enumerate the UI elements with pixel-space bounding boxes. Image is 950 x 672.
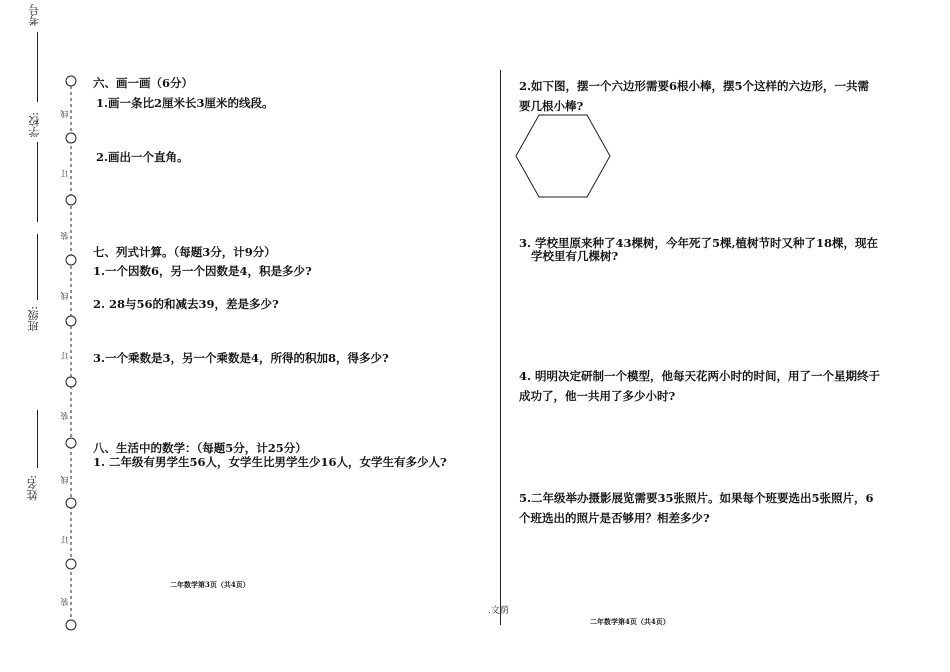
page-divider bbox=[500, 70, 501, 625]
question-2-line-2: 要几根小棒? bbox=[519, 99, 584, 113]
page-4-footer: 二年数学第4页（共4页） bbox=[590, 617, 670, 626]
name-blank bbox=[37, 410, 38, 468]
section-7-question-1: 1.一个因数6，另一个因数是4，积是多少? bbox=[93, 264, 312, 278]
binding-hole bbox=[66, 76, 76, 86]
binding-mark: 线 bbox=[60, 110, 69, 118]
binding-hole bbox=[66, 377, 76, 387]
name-label: 姓名: bbox=[26, 475, 39, 501]
binding-hole bbox=[66, 255, 76, 265]
binding-hole bbox=[66, 195, 76, 205]
question-4-line-1: 4. 明明决定研制一个模型，他每天花两小时的时间，用了一个星期终于 bbox=[519, 369, 881, 383]
class-label: 班级: bbox=[27, 306, 40, 332]
binding-mark: 订 bbox=[60, 352, 69, 360]
binding-mark: 线 bbox=[60, 476, 69, 484]
binding-mark: 订 bbox=[60, 536, 69, 544]
binding-hole bbox=[66, 620, 76, 630]
page-3-footer: 二年数学第3页（共4页） bbox=[170, 580, 250, 589]
section-7-title: 七、列式计算。（每题3分，计9分） bbox=[93, 245, 276, 259]
binding-hole bbox=[66, 133, 76, 143]
section-7-question-3: 3.一个乘数是3，另一个乘数是4，所得的积加8，得多少? bbox=[93, 351, 389, 365]
class-blank bbox=[37, 234, 38, 300]
question-3-line-1: 3. 学校里原来种了43棵树，今年死了5棵,植树节时又种了18棵，现在 bbox=[519, 236, 879, 250]
section-7-question-2: 2. 28与56的和减去39，差是多少? bbox=[93, 297, 279, 311]
binding-hole bbox=[66, 498, 76, 508]
question-5-line-1: 5.二年级举办摄影展览需要35张照片。如果每个班要选出5张照片，6 bbox=[519, 491, 874, 505]
binding-hole bbox=[66, 438, 76, 448]
binding-mark: 线 bbox=[60, 292, 69, 300]
binding-mark: 装 bbox=[60, 232, 69, 240]
hexagon-figure bbox=[514, 113, 612, 199]
hexagon-shape bbox=[516, 115, 610, 197]
center-mark: .文荫 bbox=[488, 606, 509, 616]
section-6-question-2: 2.画出一个直角。 bbox=[96, 150, 189, 164]
school-blank bbox=[37, 142, 38, 222]
school-label: 学校: bbox=[28, 112, 41, 138]
binding-mark: 装 bbox=[60, 412, 69, 420]
binding-hole bbox=[66, 316, 76, 326]
question-5-line-2: 个班选出的照片是否够用？相差多少? bbox=[519, 511, 710, 525]
binding-mark: 订 bbox=[60, 170, 69, 178]
exam-number-blank bbox=[37, 32, 38, 102]
section-8-title: 八、生活中的数学：（每题5分，计25分） bbox=[93, 441, 307, 455]
binding-hole bbox=[66, 559, 76, 569]
question-4-line-2: 成功了，他一共用了多少小时? bbox=[519, 389, 676, 403]
exam-number-label: 考号 bbox=[28, 4, 41, 26]
section-8-question-1: 1. 二年级有男学生56人，女学生比男学生少16人，女学生有多少人? bbox=[93, 455, 447, 469]
binding-mark: 装 bbox=[60, 598, 69, 606]
question-2-line-1: 2.如下图，摆一个六边形需要6根小棒，摆5个这样的六边形，一共需 bbox=[519, 79, 870, 93]
section-6-question-1: 1.画一条比2厘米长3厘米的线段。 bbox=[96, 96, 274, 110]
section-6-title: 六、画一画（6分） bbox=[93, 76, 194, 90]
question-3-line-2: 学校里有几棵树? bbox=[531, 249, 619, 263]
